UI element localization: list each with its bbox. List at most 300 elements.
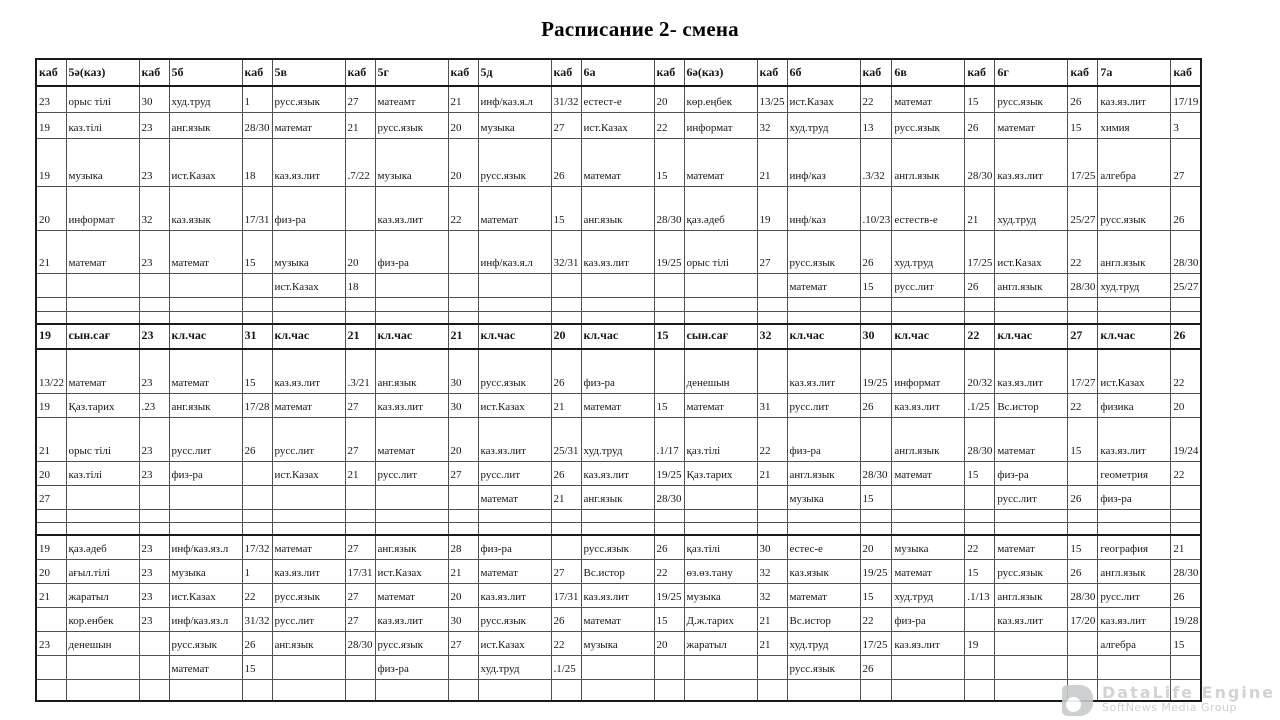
subject-cell: русс.лит: [1098, 583, 1171, 607]
subject-cell: математ: [272, 535, 345, 559]
room-cell: 21: [757, 607, 787, 631]
subject-cell: русс.язык: [375, 631, 448, 655]
room-cell: 26: [654, 535, 684, 559]
spacer-row: [36, 311, 1201, 324]
room-cell: 20: [36, 461, 66, 485]
subject-cell: [581, 311, 654, 324]
subject-cell: кл.час: [272, 324, 345, 349]
room-cell: [1068, 679, 1098, 701]
subject-cell: [66, 297, 139, 311]
subject-cell: кл.час: [478, 324, 551, 349]
room-cell: 28/30: [654, 485, 684, 509]
room-cell: 26: [860, 230, 892, 273]
room-cell: 26: [242, 631, 272, 655]
subject-cell: каз.тілі: [66, 461, 139, 485]
subject-cell: жаратыл: [66, 583, 139, 607]
room-cell: [965, 485, 995, 509]
room-cell: 15: [965, 461, 995, 485]
room-cell: [965, 522, 995, 535]
subject-cell: математ: [581, 607, 654, 631]
room-cell: 23: [139, 559, 169, 583]
room-column-header: каб: [757, 59, 787, 86]
subject-cell: музыка: [66, 138, 139, 186]
room-cell: 20: [448, 138, 478, 186]
subject-cell: худ.труд: [169, 86, 242, 112]
room-cell: 21: [345, 112, 375, 138]
room-cell: [242, 679, 272, 701]
subject-cell: анг.язык: [581, 186, 654, 230]
room-cell: [242, 297, 272, 311]
room-cell: [36, 679, 66, 701]
subject-cell: математ: [272, 112, 345, 138]
room-column-header: каб: [36, 59, 66, 86]
subject-cell: математ: [478, 485, 551, 509]
subject-cell: каз.яз.лит: [375, 393, 448, 417]
subject-cell: [892, 679, 965, 701]
subject-cell: [581, 679, 654, 701]
subject-cell: [684, 297, 757, 311]
room-cell: 15: [965, 86, 995, 112]
subject-cell: инф/каз: [787, 186, 860, 230]
subject-cell: ағыл.тілі: [66, 559, 139, 583]
table-row: [36, 631, 1201, 655]
room-cell: [139, 311, 169, 324]
room-cell: [36, 509, 66, 522]
subject-cell: [787, 311, 860, 324]
subject-cell: физ-ра: [1098, 485, 1171, 509]
room-cell: 32: [757, 559, 787, 583]
room-cell: 26: [1171, 583, 1201, 607]
subject-cell: [892, 297, 965, 311]
subject-cell: ист.Казах: [1098, 349, 1171, 393]
room-cell: 28/30: [1171, 230, 1201, 273]
room-cell: [757, 485, 787, 509]
class-column-header: 5д: [478, 59, 551, 86]
room-cell: [1068, 631, 1098, 655]
class-column-header: 6а: [581, 59, 654, 86]
subject-cell: музыка: [478, 112, 551, 138]
room-cell: 15: [1171, 631, 1201, 655]
room-cell: 20: [1171, 393, 1201, 417]
room-cell: .3/32: [860, 138, 892, 186]
subject-cell: анг.язык: [169, 393, 242, 417]
room-cell: [654, 679, 684, 701]
subject-cell: каз.яз.лит: [272, 138, 345, 186]
subject-cell: естес-е: [787, 535, 860, 559]
room-cell: 22: [965, 535, 995, 559]
subject-cell: [375, 509, 448, 522]
subject-cell: анг.язык: [375, 535, 448, 559]
room-cell: [448, 679, 478, 701]
subject-cell: англ.язык: [892, 138, 965, 186]
room-cell: 27: [1171, 138, 1201, 186]
room-cell: 21: [448, 86, 478, 112]
room-cell: 26: [1068, 559, 1098, 583]
room-cell: 28/30: [860, 461, 892, 485]
subject-cell: [1098, 679, 1171, 701]
room-cell: [757, 655, 787, 679]
subject-cell: алгебра: [1098, 631, 1171, 655]
watermark-subtitle: SoftNews Media Group: [1102, 701, 1237, 714]
room-cell: .1/13: [965, 583, 995, 607]
subject-cell: англ.язык: [787, 461, 860, 485]
subject-cell: худ.труд: [892, 583, 965, 607]
room-cell: [36, 655, 66, 679]
room-cell: [965, 679, 995, 701]
room-cell: 23: [139, 349, 169, 393]
subject-cell: естеств-е: [892, 186, 965, 230]
room-cell: 23: [139, 112, 169, 138]
room-cell: [1068, 311, 1098, 324]
subject-cell: математ: [892, 86, 965, 112]
subject-cell: [684, 311, 757, 324]
subject-cell: информат: [66, 186, 139, 230]
subject-cell: [66, 509, 139, 522]
subject-cell: математ: [787, 583, 860, 607]
room-cell: [757, 311, 787, 324]
subject-cell: [169, 679, 242, 701]
subject-cell: русс.язык: [581, 535, 654, 559]
room-cell: [1171, 509, 1201, 522]
room-cell: .3/21: [345, 349, 375, 393]
room-cell: 18: [345, 273, 375, 297]
subject-cell: Вс.истор: [995, 393, 1068, 417]
room-cell: 25/31: [551, 417, 581, 461]
room-cell: 26: [1068, 485, 1098, 509]
subject-cell: [581, 273, 654, 297]
subject-cell: математ: [478, 559, 551, 583]
room-cell: 17/25: [1068, 138, 1098, 186]
room-cell: 21: [1171, 535, 1201, 559]
room-cell: 28/30: [1171, 559, 1201, 583]
subject-cell: каз.яз.лит: [892, 631, 965, 655]
subject-cell: каз.яз.лит: [581, 230, 654, 273]
subject-cell: ист.Казах: [169, 138, 242, 186]
subject-cell: [478, 522, 551, 535]
room-cell: [345, 311, 375, 324]
subject-cell: [995, 509, 1068, 522]
subject-cell: [684, 273, 757, 297]
room-cell: 23: [139, 461, 169, 485]
subject-cell: англ.язык: [995, 583, 1068, 607]
room-cell: 15: [242, 655, 272, 679]
room-cell: 19/25: [654, 583, 684, 607]
room-column-header: каб: [448, 59, 478, 86]
subject-cell: инф/каз: [787, 138, 860, 186]
subject-cell: Қаз.тарих: [684, 461, 757, 485]
subject-cell: математ: [272, 393, 345, 417]
subject-cell: [1098, 655, 1171, 679]
subject-cell: [1098, 509, 1171, 522]
room-cell: 28/30: [1068, 273, 1098, 297]
subject-cell: алгебра: [1098, 138, 1171, 186]
subject-cell: каз.яз.лит: [995, 349, 1068, 393]
room-cell: 26: [860, 655, 892, 679]
subject-cell: математ: [581, 393, 654, 417]
subject-cell: каз.яз.лит: [581, 583, 654, 607]
room-cell: 20: [345, 230, 375, 273]
subject-cell: русс.язык: [478, 349, 551, 393]
subject-cell: каз.яз.лит: [1098, 86, 1171, 112]
subject-cell: анг.язык: [272, 631, 345, 655]
room-cell: [448, 655, 478, 679]
subject-cell: каз.яз.лит: [1098, 417, 1171, 461]
room-cell: 32: [757, 324, 787, 349]
room-cell: 27: [345, 86, 375, 112]
room-cell: 21: [757, 138, 787, 186]
room-cell: 15: [242, 349, 272, 393]
room-cell: [757, 679, 787, 701]
room-column-header: каб: [551, 59, 581, 86]
subject-cell: математ: [995, 112, 1068, 138]
room-cell: [139, 509, 169, 522]
class-column-header: 6г: [995, 59, 1068, 86]
subject-cell: инф/каз.я.л: [478, 86, 551, 112]
table-row: [36, 559, 1201, 583]
subject-cell: [66, 273, 139, 297]
room-cell: 26: [965, 112, 995, 138]
room-cell: .1/25: [551, 655, 581, 679]
subject-cell: худ.труд: [581, 417, 654, 461]
room-cell: [345, 522, 375, 535]
subject-cell: каз.яз.лит: [478, 417, 551, 461]
room-cell: 19/25: [654, 230, 684, 273]
subject-cell: орыс тілі: [66, 86, 139, 112]
subject-cell: [169, 485, 242, 509]
room-cell: 20: [448, 583, 478, 607]
room-cell: [551, 297, 581, 311]
subject-cell: ист.Казах: [478, 631, 551, 655]
room-cell: 26: [551, 607, 581, 631]
room-cell: [448, 311, 478, 324]
room-column-header: каб: [1068, 59, 1098, 86]
subject-cell: [272, 655, 345, 679]
room-cell: 30: [448, 393, 478, 417]
room-cell: [36, 522, 66, 535]
subject-cell: физ-ра: [995, 461, 1068, 485]
room-cell: 22: [757, 417, 787, 461]
room-cell: [1068, 655, 1098, 679]
room-cell: [965, 607, 995, 631]
room-cell: 22: [1171, 349, 1201, 393]
subject-cell: Вс.истор: [581, 559, 654, 583]
room-cell: 27: [757, 230, 787, 273]
subject-cell: [66, 679, 139, 701]
subject-cell: қаз.тілі: [684, 417, 757, 461]
table-row: [36, 349, 1201, 393]
subject-cell: русс.язык: [995, 559, 1068, 583]
subject-cell: [272, 297, 345, 311]
subject-cell: худ.труд: [1098, 273, 1171, 297]
subject-cell: математ: [684, 138, 757, 186]
room-cell: [551, 273, 581, 297]
room-cell: 28: [448, 535, 478, 559]
subject-cell: [169, 273, 242, 297]
subject-cell: музыка: [169, 559, 242, 583]
class-hour-row: [36, 324, 1201, 349]
room-cell: [654, 297, 684, 311]
table-row: [36, 138, 1201, 186]
room-cell: 15: [654, 393, 684, 417]
room-cell: [448, 509, 478, 522]
subject-cell: каз.яз.лит: [892, 393, 965, 417]
room-cell: 15: [1068, 535, 1098, 559]
subject-cell: каз.яз.лит: [478, 583, 551, 607]
room-cell: .1/25: [965, 393, 995, 417]
room-cell: [654, 273, 684, 297]
room-cell: 30: [860, 324, 892, 349]
room-cell: [654, 311, 684, 324]
room-cell: 21: [345, 324, 375, 349]
room-cell: 17/19: [1171, 86, 1201, 112]
room-cell: [345, 297, 375, 311]
room-cell: 23: [139, 417, 169, 461]
subject-cell: математ: [787, 273, 860, 297]
subject-cell: математ: [995, 417, 1068, 461]
subject-cell: каз.яз.лит: [375, 186, 448, 230]
subject-cell: русс.язык: [787, 655, 860, 679]
room-cell: [757, 349, 787, 393]
subject-cell: русс.лит: [995, 485, 1068, 509]
room-cell: [965, 655, 995, 679]
subject-cell: [66, 311, 139, 324]
class-column-header: 7а: [1098, 59, 1171, 86]
subject-cell: русс.лит: [892, 273, 965, 297]
subject-cell: [995, 297, 1068, 311]
room-cell: [448, 522, 478, 535]
room-cell: 15: [654, 607, 684, 631]
subject-cell: каз.яз.лит: [1098, 607, 1171, 631]
room-cell: [139, 485, 169, 509]
subject-cell: русс.язык: [995, 86, 1068, 112]
subject-cell: каз.яз.лит: [995, 607, 1068, 631]
subject-cell: инф/каз.яз.л: [169, 535, 242, 559]
subject-cell: [375, 485, 448, 509]
spacer-row: [36, 509, 1201, 522]
subject-cell: [581, 522, 654, 535]
subject-cell: математ: [66, 230, 139, 273]
subject-cell: денешын: [684, 349, 757, 393]
room-cell: 21: [36, 230, 66, 273]
room-cell: 17/27: [1068, 349, 1098, 393]
room-cell: 26: [965, 273, 995, 297]
room-cell: [242, 461, 272, 485]
room-cell: [860, 522, 892, 535]
room-cell: [242, 273, 272, 297]
room-cell: 31/32: [242, 607, 272, 631]
subject-cell: ист.Казах: [169, 583, 242, 607]
room-cell: [36, 607, 66, 631]
room-cell: 22: [1171, 461, 1201, 485]
subject-cell: ист.Казах: [375, 559, 448, 583]
room-cell: 23: [139, 138, 169, 186]
room-cell: 20: [448, 417, 478, 461]
subject-cell: каз.яз.лит: [375, 607, 448, 631]
subject-cell: анг.язык: [375, 349, 448, 393]
subject-cell: математ: [478, 186, 551, 230]
table-row: [36, 485, 1201, 509]
subject-cell: [169, 522, 242, 535]
subject-cell: математ: [892, 559, 965, 583]
room-cell: .23: [139, 393, 169, 417]
subject-cell: [581, 297, 654, 311]
room-cell: 19: [36, 535, 66, 559]
room-cell: 26: [1068, 86, 1098, 112]
watermark-title: DataLife Engine: [1102, 683, 1276, 702]
room-cell: [1068, 297, 1098, 311]
table-row: [36, 583, 1201, 607]
room-cell: [1171, 311, 1201, 324]
room-cell: 27: [448, 631, 478, 655]
subject-cell: [684, 655, 757, 679]
room-cell: [1171, 679, 1201, 701]
room-cell: 15: [551, 186, 581, 230]
subject-cell: [892, 485, 965, 509]
subject-cell: физ-ра: [478, 535, 551, 559]
subject-cell: физ-ра: [787, 417, 860, 461]
room-cell: 15: [860, 273, 892, 297]
room-cell: 21: [551, 393, 581, 417]
room-cell: 22: [654, 112, 684, 138]
room-cell: [757, 273, 787, 297]
room-cell: [242, 522, 272, 535]
room-cell: [965, 297, 995, 311]
subject-cell: русс.язык: [375, 112, 448, 138]
subject-cell: [995, 522, 1068, 535]
subject-cell: физ-ра: [375, 655, 448, 679]
room-cell: [551, 535, 581, 559]
subject-cell: [375, 273, 448, 297]
header-row: [36, 59, 1201, 86]
subject-cell: математ: [169, 349, 242, 393]
subject-cell: математ: [375, 583, 448, 607]
room-cell: [654, 655, 684, 679]
subject-cell: естест-е: [581, 86, 654, 112]
room-cell: 25/27: [1171, 273, 1201, 297]
subject-cell: информат: [684, 112, 757, 138]
room-cell: [448, 485, 478, 509]
subject-cell: [995, 631, 1068, 655]
room-cell: [654, 509, 684, 522]
subject-cell: [892, 509, 965, 522]
room-cell: 21: [448, 559, 478, 583]
room-column-header: каб: [654, 59, 684, 86]
subject-cell: химия: [1098, 112, 1171, 138]
subject-cell: русс.лит: [787, 393, 860, 417]
subject-cell: каз.язык: [787, 559, 860, 583]
subject-cell: қаз.тілі: [684, 535, 757, 559]
room-cell: 19: [36, 324, 66, 349]
subject-cell: информат: [892, 349, 965, 393]
room-cell: 20: [860, 535, 892, 559]
room-cell: 15: [860, 485, 892, 509]
subject-cell: англ.язык: [892, 417, 965, 461]
subject-cell: каз.тілі: [66, 112, 139, 138]
subject-cell: [375, 679, 448, 701]
room-cell: [448, 297, 478, 311]
subject-cell: [684, 509, 757, 522]
subject-cell: [375, 297, 448, 311]
room-cell: 22: [448, 186, 478, 230]
room-cell: 22: [1068, 230, 1098, 273]
subject-cell: физика: [1098, 393, 1171, 417]
room-cell: [757, 522, 787, 535]
room-cell: 20: [36, 559, 66, 583]
room-cell: 27: [448, 461, 478, 485]
room-cell: 28/30: [965, 417, 995, 461]
room-cell: [1171, 297, 1201, 311]
room-cell: 19/24: [1171, 417, 1201, 461]
